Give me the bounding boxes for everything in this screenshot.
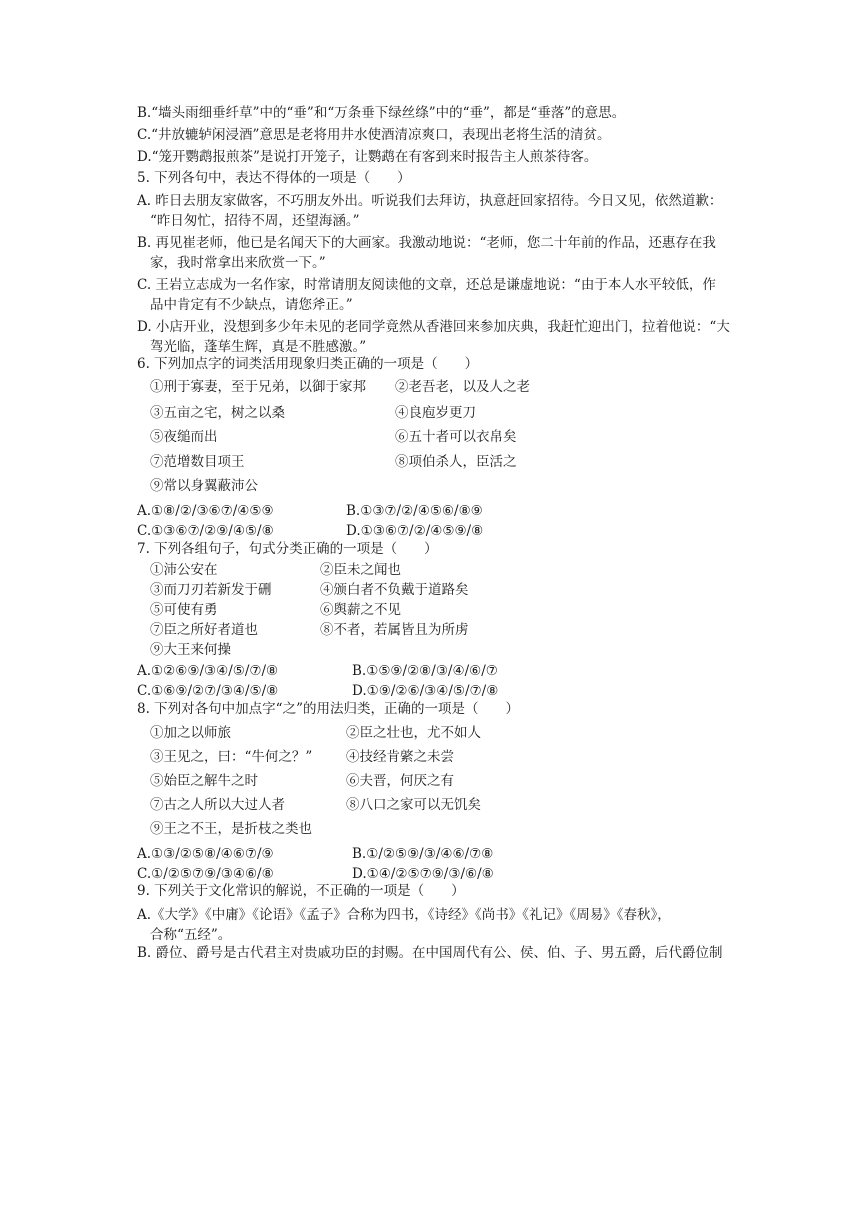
q9-stem: 9. 下列关于文化常识的解说，不正确的一项是（ ）: [137, 883, 465, 899]
q7-item-9: ⑨大王来何操: [150, 642, 231, 658]
q8-stem: 8. 下列对各句中加点字“之”的用法归类，正确的一项是（ ）: [137, 701, 519, 717]
q8-item-5: ⑤始臣之解牛之时: [150, 773, 258, 789]
q7-item-4: ④颁白者不负戴于道路矣: [320, 582, 469, 598]
q8-item-7: ⑦古之人所以大过人者: [150, 797, 285, 813]
q7-item-7: ⑦臣之所好者道也: [150, 622, 258, 638]
q7-item-1: ①沛公安在: [150, 562, 218, 578]
q7-item-3: ③而刀刃若新发于硎: [150, 582, 272, 598]
q6-item-2: ②老吾老，以及人之老: [395, 379, 530, 395]
q6-item-8: ⑧项伯杀人，臣活之: [395, 454, 517, 470]
q8-item-6: ⑥夫晋，何厌之有: [346, 773, 454, 789]
q5-option-a-line1: A. 昨日去朋友家做客，不巧朋友外出。听说我们去拜访，执意赶回家招待。今日又见，依然道歉：: [137, 193, 723, 209]
q6-choice-a: A.①⑧/②/③⑥⑦/④⑤⑨: [137, 503, 274, 519]
q7-choice-a: A.①②⑥⑨/③④/⑤/⑦/⑧: [137, 663, 279, 679]
q7-choice-b: B.①⑤⑨/②⑧/③/④/⑥/⑦: [352, 663, 498, 679]
q5-option-c-line2: 品中肯定有不少缺点，请您斧正。”: [150, 297, 353, 313]
q7-stem: 7. 下列各组句子，句式分类正确的一项是（ ）: [137, 541, 438, 557]
q8-item-2: ②臣之壮也，尤不如人: [346, 725, 481, 741]
q7-item-5: ⑤可使有勇: [150, 602, 218, 618]
q7-item-2: ②臣未之闻也: [320, 562, 401, 578]
q6-item-5: ⑤夜缒而出: [150, 429, 218, 445]
q8-choice-c: C.①/②⑤⑦⑨/③④⑥/⑧: [137, 866, 274, 882]
q8-choice-b: B.①/②⑤⑨/③/④⑥/⑦⑧: [352, 846, 494, 862]
q8-choice-a: A.①③/②⑤⑧/④⑥⑦/⑨: [137, 846, 274, 862]
q5-option-a-line2: “昨日匆忙，招待不周，还望海涵。”: [150, 213, 360, 229]
q6-choice-d: D.①③⑥⑦/②/④⑤⑨/⑧: [346, 523, 484, 539]
q8-item-4: ④技经肯綮之未尝: [346, 749, 454, 765]
q5-option-b-line2: 家，我时常拿出来欣赏一下。”: [150, 255, 326, 271]
q9-option-b: B. 爵位、爵号是古代君主对贵戚功臣的封赐。在中国周代有公、侯、伯、子、男五爵，后代爵位制: [137, 945, 723, 961]
q7-item-6: ⑥舆薪之不见: [320, 602, 401, 618]
q7-choice-d: D.①⑨/②⑥/③④/⑤/⑦/⑧: [352, 683, 499, 699]
q6-stem: 6. 下列加点字的词类活用现象归类正确的一项是（ ）: [137, 356, 479, 372]
q8-item-9: ⑨王之不王，是折枝之类也: [150, 821, 312, 837]
q5-stem: 5. 下列各句中，表达不得体的一项是（ ）: [137, 170, 411, 186]
q7-item-8: ⑧不者，若属皆且为所虏: [320, 622, 469, 638]
q9-option-a-line2: 合称“五经”。: [150, 927, 232, 943]
q8-item-3: ③王见之，曰：“牛何之？”: [150, 749, 313, 765]
q6-item-4: ④良庖岁更刀: [395, 405, 476, 421]
q6-item-7: ⑦范增数目项王: [150, 454, 245, 470]
q8-item-8: ⑧八口之家可以无饥矣: [346, 797, 481, 813]
q6-choice-c: C.①③⑥⑦/②⑨/④⑤/⑧: [137, 523, 274, 539]
q8-choice-d: D.①④/②⑤⑦⑨/③/⑥/⑧: [352, 866, 494, 882]
q4-option-c: C.“井放辘轳闲浸酒”意思是老将用井水使酒清凉爽口，表现出老将生活的清贫。: [137, 127, 611, 143]
q7-choice-c: C.①⑥⑨/②⑦/③④/⑤/⑧: [137, 683, 279, 699]
q6-item-3: ③五亩之宅，树之以桑: [150, 405, 285, 421]
q4-option-b: B.“墙头雨细垂纤草”中的“垂”和“万条垂下绿丝绦”中的“垂”，都是“垂落”的意思。: [137, 105, 626, 121]
q6-item-6: ⑥五十者可以衣帛矣: [395, 429, 517, 445]
q5-option-c-line1: C. 王岩立志成为一名作家，时常请朋友阅读他的文章，还总是谦虚地说：“由于本人水平较低，作: [137, 277, 716, 293]
q5-option-d-line2: 驾光临，蓬荜生辉，真是不胜感激。”: [150, 339, 367, 355]
q8-item-1: ①加之以师旅: [150, 725, 231, 741]
q4-option-d: D.“笼开鹦鹉报煎茶”是说打开笼子，让鹦鹉在有客到来时报告主人煎茶待客。: [137, 149, 598, 165]
q6-item-9: ⑨常以身翼蔽沛公: [150, 478, 258, 494]
q9-option-a-line1: A.《大学》《中庸》《论语》《孟子》合称为四书，《诗经》《尚书》《礼记》《周易》《春秋》，: [137, 907, 671, 923]
q5-option-d-line1: D. 小店开业，没想到多少年未见的老同学竟然从香港回来参加庆典，我赶忙迎出门，拉着他说：“大: [137, 319, 730, 335]
q5-option-b-line1: B. 再见崔老师，他已是名闻天下的大画家。我激动地说：“老师，您二十年前的作品，还惠存在我: [137, 235, 716, 251]
q6-item-1: ①刑于寡妻，至于兄弟，以御于家邦: [150, 379, 366, 395]
q6-choice-b: B.①③⑦/②/④⑤⑥/⑧⑨: [346, 503, 483, 519]
